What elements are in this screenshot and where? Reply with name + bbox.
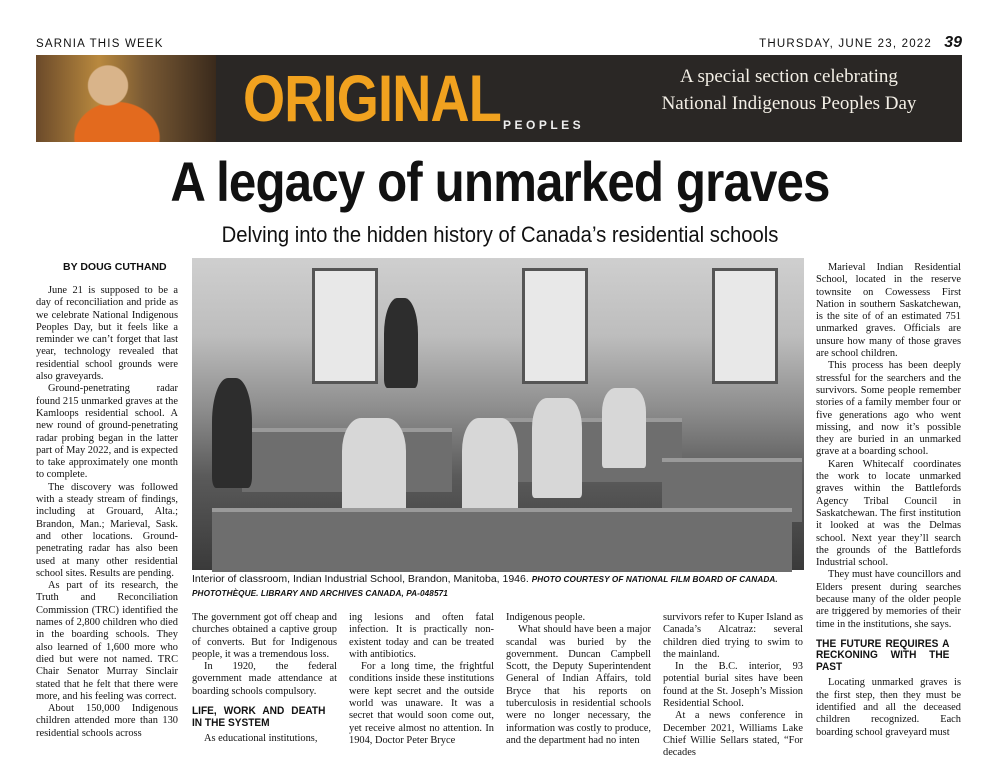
photo-figure — [384, 298, 418, 388]
page-number: 39 — [944, 34, 962, 51]
paragraph: The discovery was followed with a steady stream of findings, including at Grouard, Alta.; Brandon, Man.; Marieval, Sask. and other locations. Ground-penetrating radar has also been used at many other residential school sites. Results are pending. — [36, 481, 178, 579]
paragraph: What should have been a major scandal was buried by the government. Duncan Campbell Scott, the Deputy Superintendent General of Indian Affairs, told Bryce that his reports on tuberculosis in residential schools were no longer necessary, the information was costly to produce, and the department had no inten — [506, 624, 651, 746]
caption-text: Interior of classroom, Indian Industrial School, Brandon, Manitoba, 1946. — [192, 573, 529, 585]
section-note-line1: A special section celebrating — [680, 66, 898, 87]
paragraph: About 150,000 Indigenous children attended more than 130 residential schools across — [36, 703, 178, 739]
headline: A legacy of unmarked graves — [170, 150, 830, 213]
article-column-1 — [36, 285, 178, 750]
paragraph: This process has been deeply stressful for the searchers and the survivors. Some people remember stories of a family member four or five generations ago who went missing, and now it’s possible they are buried in an unmarked grave at a boarding school. — [816, 360, 961, 458]
photo-caption — [192, 573, 804, 600]
paragraph: Indigenous people. — [506, 612, 586, 623]
article-column-5 — [663, 612, 803, 759]
deck: Delving into the hidden history of Canada’s residential schools — [221, 222, 779, 247]
article-column-4 — [506, 612, 651, 750]
paragraph: In 1920, the federal government made attendance at boarding schools compulsory. — [192, 661, 337, 697]
photo-child — [212, 378, 252, 488]
section-note — [624, 63, 954, 117]
paragraph: Ground-penetrating radar found 215 unmarked graves at the Kamloops residential school. A new round of ground-penetrating radar probing began in the latter part of May 2022, and is expected to take approximately one month to complete. — [36, 383, 178, 481]
article-column-3 — [349, 612, 494, 750]
article-column-2 — [192, 612, 337, 750]
byline: BY DOUG CUTHAND — [63, 261, 167, 273]
photo-credit: PHOTO COURTESY OF NATIONAL FILM BOARD OF CANADA. PHOTOTHÈQUE. LIBRARY AND ARCHIVES CANADA, PA-048571 — [192, 575, 778, 598]
paragraph: For a long time, the frightful conditions inside these institutions were kept secret and the outside world was unaware. It was a secret that would soon come out, yet receive almost no attention. In 1904, Doctor Peter Bryce — [349, 661, 494, 746]
paragraph: In the B.C. interior, 93 potential burial sites have been found at the St. Joseph’s Mission Residential School. — [663, 661, 803, 710]
photo-child — [532, 398, 582, 498]
photo-desk — [502, 418, 682, 482]
photo-window — [712, 268, 778, 384]
paragraph: Marieval Indian Residential School, located in the reserve townsite on Cowessess First Nation in southern Saskatchewan, is the site of of an estimated 751 unmarked graves. Officials are unsure how many of those graves are school children. — [816, 262, 961, 360]
photo-desk — [212, 508, 792, 572]
section-brand: ORIGINAL — [243, 61, 502, 135]
paragraph: As educational institutions, — [204, 733, 318, 745]
paragraph: The government got off cheap and churches obtained a captive group of converts. But for Indigenous people, it was a tremendous loss. — [192, 612, 337, 660]
paragraph: Locating unmarked graves is the first step, then they must be identified and all the deceased children recognized. Each boarding school graveyard must — [816, 677, 961, 738]
banner-photo — [36, 55, 216, 142]
subheading: LIFE, WORK AND DEATH IN THE SYSTEM — [192, 705, 326, 729]
photo-window — [312, 268, 378, 384]
section-brand-sub: PEOPLES — [503, 118, 585, 132]
photo-child — [602, 388, 646, 468]
paragraph: At a news conference in December 2021, Williams Lake Chief Willie Sellars stated, “For decades — [663, 710, 803, 759]
photo-window — [522, 268, 588, 384]
paragraph: As part of its research, the Truth and Reconciliation Commission (TRC) identified the names of 2,800 children who died in the boarding schools. They also learned of 1,600 more who died but were not named. TRC Chair Senator Murray Sinclair stated that he felt that there were more, and his feeling was correct. — [36, 580, 178, 702]
paragraph: ing lesions and often fatal infection. It is practically non-existent today and can be treated with antibiotics. — [349, 612, 494, 660]
paragraph: survivors refer to Kuper Island as Canada’s Alcatraz: several children died trying to swim to the mainland. — [663, 612, 803, 660]
paragraph: Karen Whitecalf coordinates the work to locate unmarked graves within the Battlefords Agency Tribal Council in Saskatchewan. The first institution it looked at was the Delmas school. Next year they’ll search the grounds of the Battlefords Industrial school. — [816, 458, 961, 569]
paragraph: June 21 is supposed to be a day of reconciliation and pride as we celebrate National Indigenous Peoples Day, but it feels like a reminder we can’t forget that last year, technology revealed that residential school grounds were also graveyards. — [36, 285, 178, 383]
article-column-right — [816, 262, 961, 750]
section-banner — [36, 55, 962, 142]
publication-name: SARNIA THIS WEEK — [36, 38, 164, 50]
subheading: THE FUTURE REQUIRES A RECKONING WITH THE PAST — [816, 637, 950, 673]
paragraph: They must have councillors and Elders present during searches because many of the older people are triggered by memories of their time in the institutions, she says. — [816, 569, 961, 630]
issue-date: THURSDAY, JUNE 23, 2022 — [759, 38, 932, 50]
classroom-photo — [192, 258, 804, 570]
section-note-line2: National Indigenous Peoples Day — [661, 93, 917, 114]
